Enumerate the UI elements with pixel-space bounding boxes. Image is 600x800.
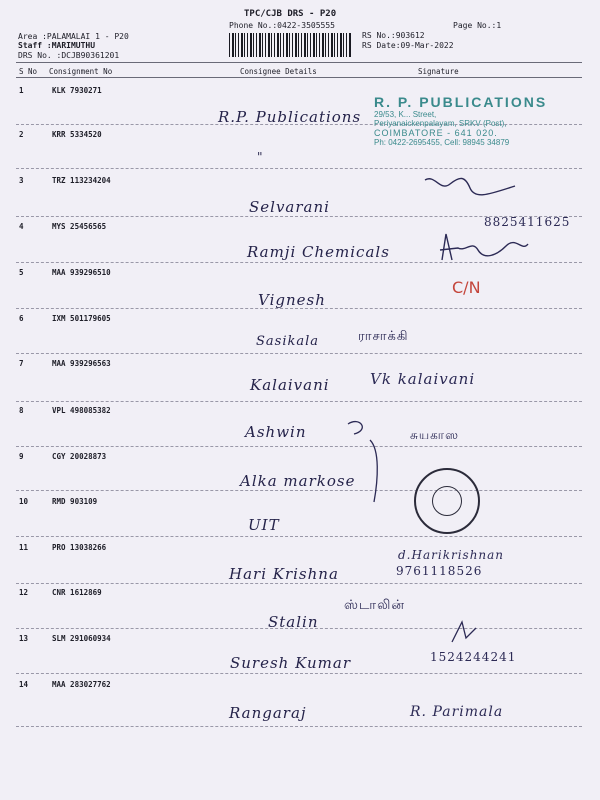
row-divider <box>16 168 582 169</box>
row-consignment: VPL 498085382 <box>52 406 111 415</box>
stamp-city: COIMBATORE - 641 020. <box>374 128 498 138</box>
signature-row3 <box>420 172 520 202</box>
row-consignee: Stalin <box>268 613 319 631</box>
row-sno: 14 <box>19 680 29 689</box>
row-divider <box>16 308 582 309</box>
row-sno: 12 <box>19 588 29 597</box>
row-consignee: Sasikala <box>256 334 320 349</box>
row-divider <box>16 726 582 727</box>
signature-row7: Vk kalaivani <box>370 370 476 388</box>
row-consignment: CNR 1612869 <box>52 588 102 597</box>
row-divider <box>16 490 582 491</box>
stamp-address-2: Periyanaickenpalayam, SRKV (Post), <box>374 119 507 128</box>
phone-note-row4: 8825411625 <box>484 215 571 229</box>
row-consignment: RMD 903109 <box>52 497 98 506</box>
row-consignee: Suresh Kumar <box>230 654 351 672</box>
row-consignment: TRZ 113234204 <box>52 176 111 185</box>
row-consignee: Kalaivani <box>250 376 330 394</box>
row-divider <box>16 446 582 447</box>
row-sno: 7 <box>19 359 24 368</box>
row-consignee: Hari Krishna <box>229 565 339 583</box>
signature-row11-name: d.Harikrishnan <box>398 548 505 562</box>
row-consignment: MAA 939296563 <box>52 359 111 368</box>
row-sno: 6 <box>19 314 24 323</box>
stamp-name: R. P. PUBLICATIONS <box>374 94 548 110</box>
col-consignee: Consignee Details <box>240 67 317 76</box>
row-consignee: Ramji Chemicals <box>247 243 390 261</box>
row-consignment: MYS 25456565 <box>52 222 107 231</box>
row-divider <box>16 673 582 674</box>
row-consignee: Vignesh <box>258 291 326 309</box>
barcode <box>229 33 351 57</box>
bracket-mark <box>340 410 410 510</box>
row-sno: 9 <box>19 452 24 461</box>
row-divider <box>16 583 582 584</box>
row-consignee: Selvarani <box>249 198 330 216</box>
row-sno: 5 <box>19 268 24 277</box>
row-consignee: Rangaraj <box>229 704 307 722</box>
row-consignee: Alka markose <box>240 472 356 490</box>
cn-mark: C/N <box>452 278 481 297</box>
header-rule-top <box>16 62 582 63</box>
row-consignee: Ashwin <box>245 423 307 441</box>
sheet-title: TPC/CJB DRS - P20 <box>244 9 337 19</box>
row-sno: 2 <box>19 130 24 139</box>
row-consignee: R.P. Publications <box>218 108 362 126</box>
row-divider <box>16 536 582 537</box>
phone-number: Phone No.:0422-3505555 <box>229 21 335 30</box>
drs-number: DRS No. :DCJB90361201 <box>18 51 120 60</box>
row-consignee: " <box>257 150 264 164</box>
row-consignment: KLK 7930271 <box>52 86 102 95</box>
rs-date: RS Date:09-Mar-2022 <box>362 41 454 50</box>
row-consignment: MAA 939296510 <box>52 268 111 277</box>
signature-row8: சுயகாஸ <box>410 428 459 442</box>
col-consignment: Consignment No <box>49 67 113 76</box>
row-consignment: IXM 501179605 <box>52 314 111 323</box>
row-sno: 11 <box>19 543 29 552</box>
row-sno: 8 <box>19 406 24 415</box>
row-divider <box>16 401 582 402</box>
row-consignment: PRO 13038266 <box>52 543 107 552</box>
row-sno: 4 <box>19 222 24 231</box>
row-consignee: UIT <box>248 516 280 534</box>
company-stamp <box>374 94 554 164</box>
area-label: Area :PALAMALAI 1 - P20 <box>18 32 129 41</box>
row-consignment: SLM 291060934 <box>52 634 111 643</box>
row-divider <box>16 353 582 354</box>
row-divider <box>16 628 582 629</box>
row-sno: 10 <box>19 497 29 506</box>
rs-number: RS No.:903612 <box>362 31 425 40</box>
signature-row11-phone: 9761118526 <box>396 564 483 578</box>
signature-row14: R. Parimala <box>410 704 504 720</box>
row-sno: 1 <box>19 86 24 95</box>
stamp-phone: Ph: 0422-2695455, Cell: 98945 34879 <box>374 138 510 147</box>
signature-row4 <box>436 230 532 266</box>
institute-seal <box>414 468 480 534</box>
page-number: Page No.:1 <box>453 21 502 30</box>
col-sno: S No <box>19 67 38 76</box>
signature-row12: ஸ்டாலின் <box>344 598 405 613</box>
row-sno: 13 <box>19 634 29 643</box>
row-consignment: KRR 5334520 <box>52 130 102 139</box>
signature-row6: ராசாக்கி <box>358 329 409 344</box>
header-rule-bottom <box>16 77 582 78</box>
row-consignment: MAA 283027762 <box>52 680 111 689</box>
staff-label: Staff :MARIMUTHU <box>18 41 96 50</box>
signature-row13-phone: 1524244241 <box>430 650 517 664</box>
row-sno: 3 <box>19 176 24 185</box>
row-consignment: CGY 20028873 <box>52 452 107 461</box>
col-signature: Signature <box>418 67 459 76</box>
signature-row13-mark <box>448 618 488 646</box>
stamp-address-1: 29/53, K... Street, <box>374 110 437 119</box>
